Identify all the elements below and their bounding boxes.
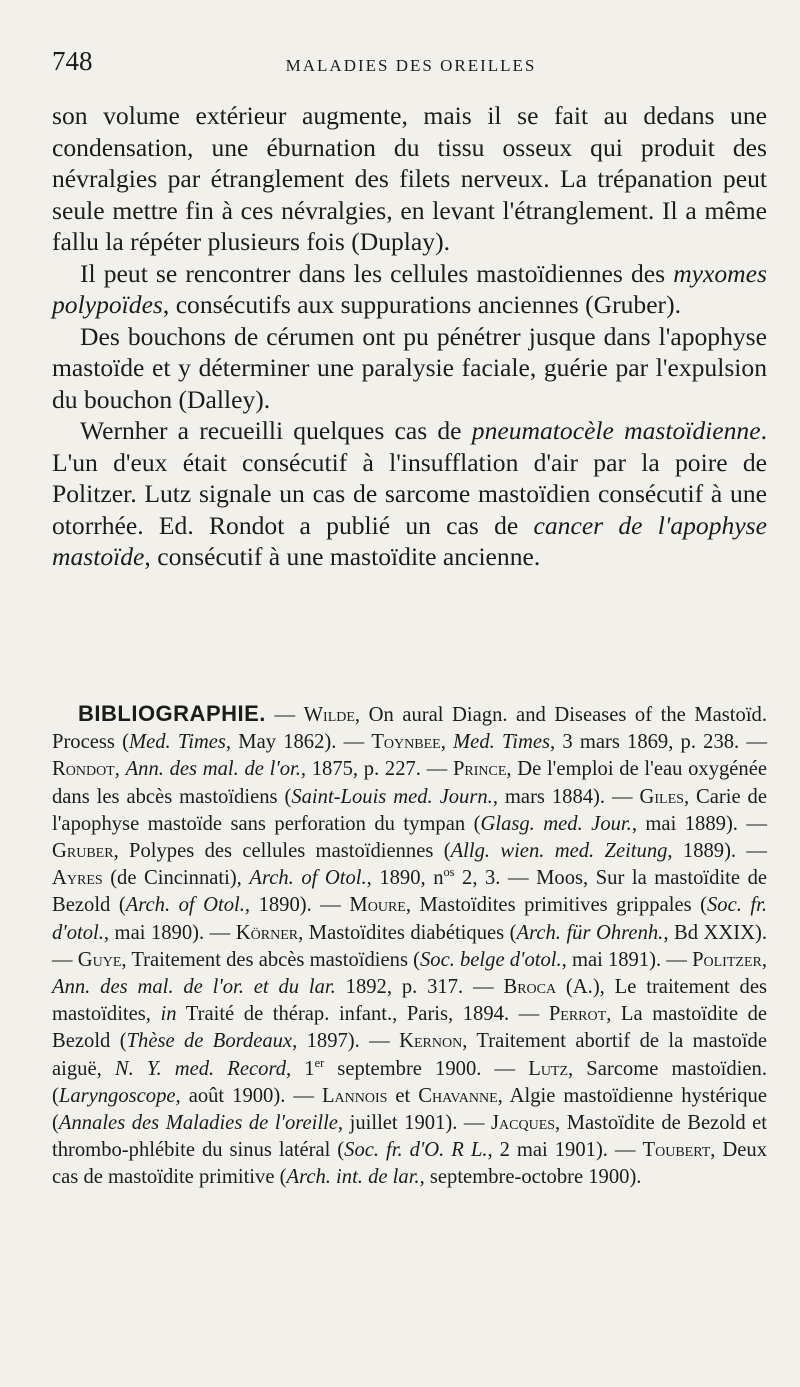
author-name: Ayres [52,867,103,890]
italic-term: myxomes polypoïdes [52,258,767,319]
journal-title: Soc. belge d'otol. [419,948,562,971]
bibliography [52,700,767,1192]
author-name: Giles [639,785,684,808]
author-name: Kernon [399,1030,463,1053]
text-run: . L'un d'eux était consécutif à l'insufflation d'air par la poire de Politzer. Lutz signale un cas de sarcome mastoïdien consécutif à une otorrhée. Ed. Rondot a publié un cas de [52,416,767,540]
journal-title: Med. Times [453,731,551,754]
italic-term: pneumatocèle mastoïdienne [471,416,761,445]
journal-title: Arch. für Ohrenh. [516,921,664,944]
journal-title: N. Y. med. Record, [114,1057,292,1080]
text-run: , 1889). — [667,840,767,863]
author-name: Politzer [692,948,762,971]
text-run: , consécutif à une mastoïdite ancienne. [144,542,541,571]
journal-title: Ann. des mal. de l'or. et du lar. [52,976,336,999]
text-run: , 3 mars 1869, p. 238. — [550,731,767,754]
journal-title: Arch. of Otol. [125,894,245,917]
text-run: — [265,704,304,726]
journal-title: Arch. int. de lar. [286,1166,420,1189]
text-run: , Sarcome mastoïdien. ( [52,1057,767,1107]
text-run: , mars 1884). — [492,785,640,808]
italic-term: cancer de l'apophyse mastoïde [52,510,768,571]
text-run: , [440,731,454,754]
journal-title: Glasg. med. Jour. [480,812,632,835]
text-run: , 1897). — [292,1030,400,1053]
text-run: May 1862). — [231,731,372,754]
text-run: , La mastoïdite de Bezold ( [52,1003,768,1053]
text-run: , Carie de l'apophyse mastoïde sans perforation du tympan ( [52,785,767,835]
paragraph-4 [52,415,767,573]
bibliography-heading: BIBLIOGRAPHIE. [78,701,266,726]
journal-title: Ann. des mal. de l'or. [125,758,301,781]
author-name: Broca [503,976,557,999]
author-name: Toynbee [371,731,441,754]
text-run: , mai 1890). — [103,921,236,944]
text-run: , [114,758,126,781]
text-run: 2, 3. — Moos, Sur la mastoïdite de Bezold ( [52,867,768,917]
running-title: MALADIES DES OREILLES [285,56,537,75]
text-run: , mai 1889). — [631,812,767,835]
text-run: , Deux cas de mastoïdite primitive ( [52,1139,768,1189]
text-run: juillet 1901). — [343,1112,492,1135]
text-run: , On aural Diagn. and Diseases of the Mastoïd. Process ( [52,704,767,754]
journal-title: Soc. fr. d'otol. [52,894,767,944]
paragraph-1: son volume extérieur augmente, mais il se fait au dedans une condensation, une éburnation du tissu osseux qui produit des névralgies par étranglement des filets nerveux. La trépanation peut seule mettre fin à ces névralgies, en levant l'étranglement. Il a même fallu la répéter plusieurs fois (Duplay). [52,101,767,256]
author-name: Moure [349,894,406,917]
journal-title: Laryngoscope, [58,1084,181,1107]
paragraph-2 [52,258,767,321]
journal-title: Arch. of Otol. [249,867,367,890]
text-run: , Mastoïdites primitives grippales ( [405,894,707,917]
author-name: Rondot [52,758,115,781]
journal-title: Med. Times, [128,731,232,754]
superscript: er [314,1055,325,1070]
author-name: Lannois [321,1084,388,1107]
text-run: , mai 1891). — [561,948,693,971]
text-run: août 1900). — [180,1084,322,1107]
text-run: septembre 1900. — [324,1057,529,1080]
paragraph-3: Des bouchons de cérumen ont pu pénétrer jusque dans l'apophyse mastoïde et y déterminer une paralysie faciale, guérie par l'expulsion du bouchon (Dalley). [52,321,767,414]
text-run: , [761,948,767,971]
text-run: , Mastoïdite de Bezold et thrombo-phlébite du sinus latéral ( [52,1112,767,1162]
text-run: Wernher a recueilli quelques cas de [80,416,472,445]
text-run: , Mastoïdites diabétiques ( [298,921,517,944]
text-run: Traité de thérap. infant., Paris, 1894. — [176,1003,549,1026]
text-run: Il peut se rencontrer dans les cellules mastoïdiennes des [80,258,674,288]
text-run: , 1875, p. 227. — [300,758,453,781]
main-text [52,100,767,573]
text-run: , 1890, n [366,867,444,890]
text-run: , De l'emploi de l'eau oxygénée dans les abcès mastoïdiens ( [52,758,768,808]
page-header [52,46,770,86]
text-run: 1892, p. 317. — [335,976,504,999]
author-name: Perrot [548,1003,607,1026]
text-run: (A.), Le traitement des mastoïdites, [52,976,768,1026]
text-run: , Algie mastoïdienne hystérique ( [52,1084,767,1135]
author-name: Jacques [491,1112,556,1135]
text-run: (de Cincinnati), [102,867,250,890]
text-run: , Polypes des cellules mastoïdiennes ( [113,840,451,863]
author-name: Toubert [642,1139,711,1162]
text-run: , Traitement abortif de la mastoïde aiguë, [52,1030,767,1080]
text-run: et [387,1084,419,1107]
text-run: , septembre-octobre 1900). [419,1166,642,1189]
author-name: Wilde [303,704,355,726]
journal-title: Allg. wien. med. Zeitung [450,840,668,863]
page-number: 748 [52,46,93,76]
text-run: , Traitement des abcès mastoïdiens ( [121,948,420,971]
text-run: 1 [291,1057,315,1080]
journal-title: Thèse de Bordeaux [126,1030,293,1053]
journal-title: Annales des Maladies de l'oreille, [58,1112,344,1135]
text-run: , Bd XXIX). — [52,921,767,971]
journal-title: Saint-Louis med. Journ. [291,785,493,808]
author-name: Lutz [528,1057,569,1080]
journal-title: Soc. fr. d'O. R L. [344,1139,488,1162]
text-run: , 2 mai 1901). — [487,1139,643,1162]
italic-word: in [160,1003,177,1026]
text-run: , 1890). — [244,894,350,917]
text-run: , consécutifs aux suppurations anciennes (Gruber). [162,290,682,319]
superscript: os [443,865,455,880]
author-name: Chavanne [418,1084,498,1107]
author-name: Guye [77,948,122,971]
author-name: Prince [452,758,507,781]
author-name: Körner [235,921,299,944]
author-name: Gruber [52,840,114,863]
